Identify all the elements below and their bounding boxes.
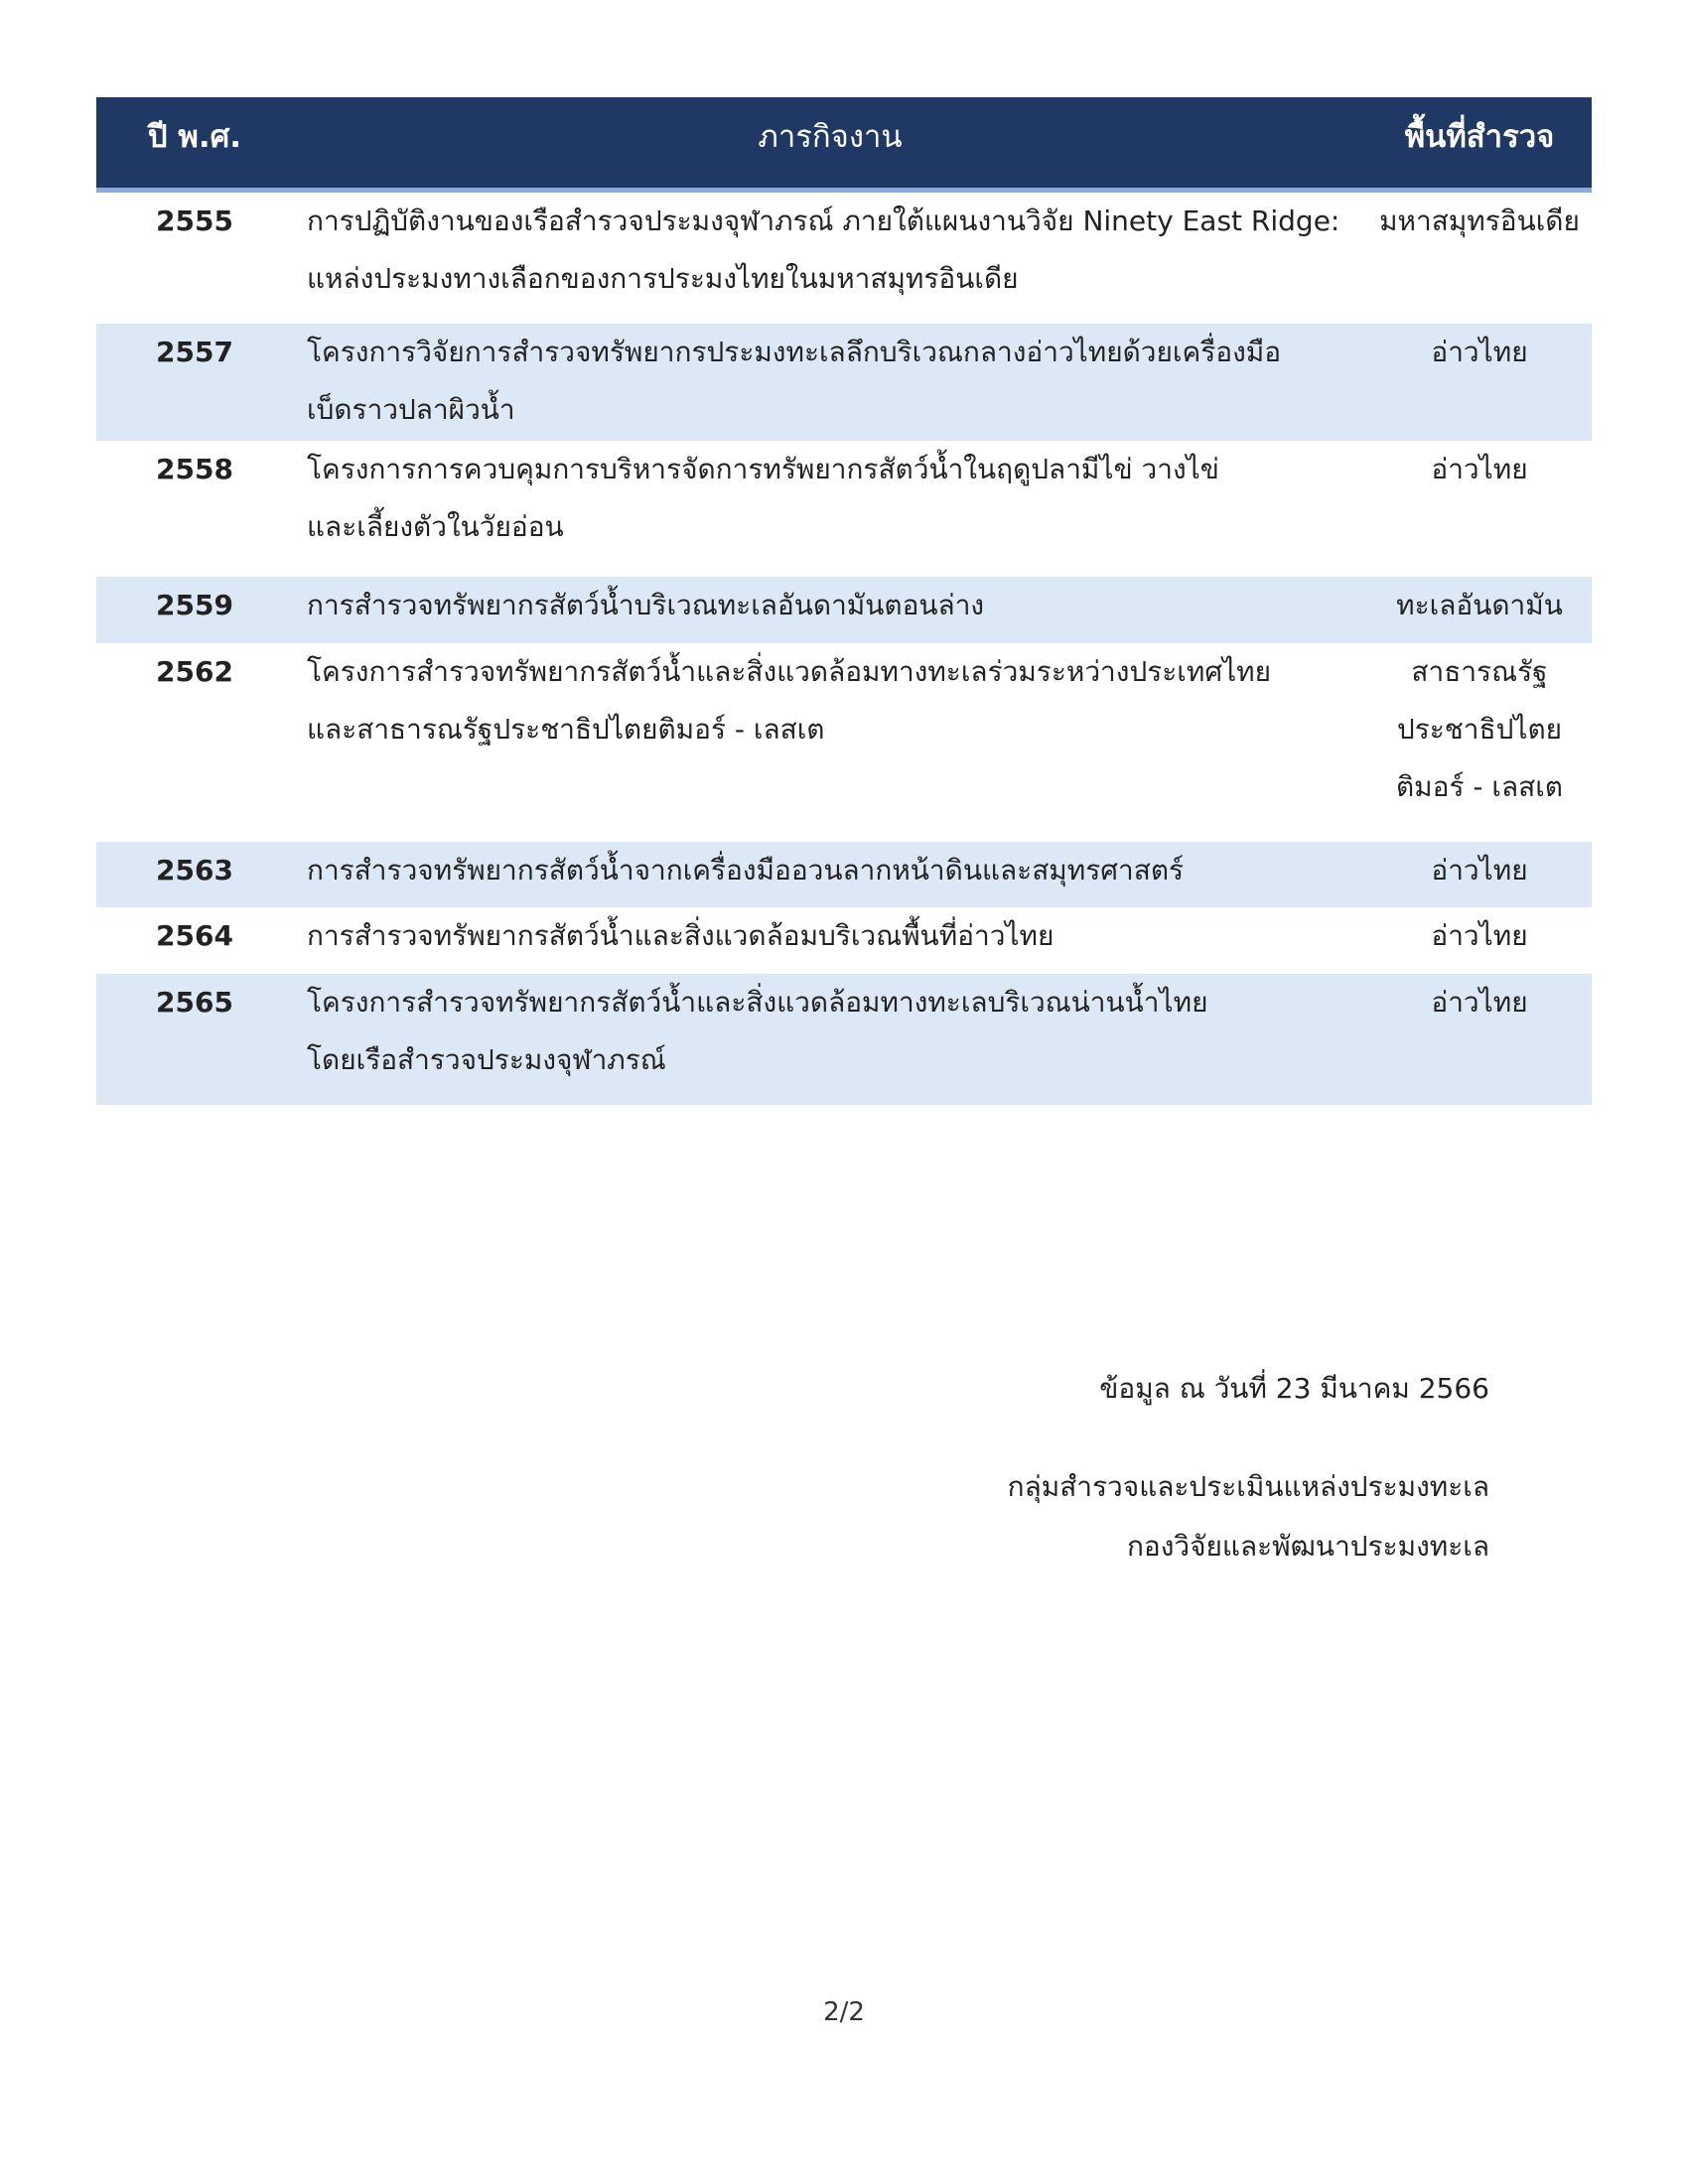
task-line: การสำรวจทรัพยากรสัตว์น้ำจากเครื่องมืออวนลากหน้าดินและสมุทรศาสตร์	[307, 854, 1185, 887]
area-line: ติมอร์ - เลสเต	[1396, 770, 1563, 803]
area-line: ทะเลอันดามัน	[1396, 589, 1563, 621]
cell-area	[1367, 842, 1592, 907]
task-line: โครงการสำรวจทรัพยากรสัตว์น้ำและสิ่งแวดล้อมทางทะเลร่วมระหว่างประเทศไทย	[307, 655, 1272, 688]
cell-year: 2565	[156, 986, 233, 1019]
header-task: ภารกิจงาน	[758, 119, 903, 155]
task-line: การสำรวจทรัพยากรสัตว์น้ำบริเวณทะเลอันดามันตอนล่าง	[307, 589, 985, 621]
task-line: โครงการสำรวจทรัพยากรสัตว์น้ำและสิ่งแวดล้อมทางทะเลบริเวณน่านน้ำไทย	[307, 986, 1208, 1019]
task-line: และสาธารณรัฐประชาธิปไตยติมอร์ - เลสเต	[307, 713, 825, 746]
cell-area	[1367, 974, 1592, 1105]
cell-area	[1367, 324, 1592, 441]
cell-area	[1367, 907, 1592, 974]
cell-year: 2557	[156, 336, 233, 368]
table-row	[96, 842, 1592, 907]
area-line: สาธารณรัฐ	[1411, 655, 1548, 688]
table-header	[96, 97, 1592, 193]
table-row	[96, 907, 1592, 974]
table-row	[96, 643, 1592, 842]
cell-task	[293, 907, 1367, 974]
cell-area	[1367, 643, 1592, 842]
header-area: พื้นที่สำรวจ	[1404, 119, 1555, 155]
table-row	[96, 974, 1592, 1105]
table-row	[96, 193, 1592, 324]
cell-task	[293, 577, 1367, 643]
task-line: โครงการการควบคุมการบริหารจัดการทรัพยากรสัตว์น้ำในฤดูปลามีไข่ วางไข่	[307, 453, 1219, 485]
cell-task	[293, 193, 1367, 324]
area-line: อ่าวไทย	[1431, 919, 1528, 952]
cell-task	[293, 974, 1367, 1105]
table-row	[96, 324, 1592, 441]
cell-year: 2555	[156, 205, 233, 237]
footer-group: กลุ่มสำรวจและประเมินแหล่งประมงทะเล	[1007, 1470, 1489, 1503]
task-line: โดยเรือสำรวจประมงจุฬาภรณ์	[307, 1043, 666, 1076]
task-line: การสำรวจทรัพยากรสัตว์น้ำและสิ่งแวดล้อมบริเวณพื้นที่อ่าวไทย	[307, 919, 1055, 952]
task-line: เบ็ดราวปลาผิวน้ำ	[307, 393, 515, 426]
date-note: ข้อมูล ณ วันที่ 23 มีนาคม 2566	[1099, 1372, 1489, 1405]
page-number: 2/2	[823, 1997, 865, 2027]
cell-area	[1367, 193, 1592, 324]
cell-year: 2563	[156, 854, 233, 887]
cell-task	[293, 643, 1367, 842]
cell-year: 2558	[156, 453, 233, 485]
cell-task	[293, 441, 1367, 577]
cell-task	[293, 842, 1367, 907]
cell-task	[293, 324, 1367, 441]
cell-year: 2562	[156, 655, 233, 688]
task-line: โครงการวิจัยการสำรวจทรัพยากรประมงทะเลลึกบริเวณกลางอ่าวไทยด้วยเครื่องมือ	[307, 336, 1282, 368]
header-year: ปี พ.ศ.	[147, 119, 242, 155]
footer-division: กองวิจัยและพัฒนาประมงทะเล	[1126, 1530, 1489, 1563]
area-line: มหาสมุทรอินเดีย	[1379, 205, 1580, 237]
area-line: ประชาธิปไตย	[1396, 713, 1563, 746]
area-line: อ่าวไทย	[1431, 854, 1528, 887]
cell-area	[1367, 441, 1592, 577]
cell-area	[1367, 577, 1592, 643]
area-line: อ่าวไทย	[1431, 336, 1528, 368]
cell-year: 2564	[156, 919, 233, 952]
task-line: และเลี้ยงตัวในวัยอ่อน	[307, 510, 564, 543]
area-line: อ่าวไทย	[1431, 453, 1528, 485]
task-line: การปฏิบัติงานของเรือสำรวจประมงจุฬาภรณ์ ภายใต้แผนงานวิจัย Ninety East Ridge:	[307, 205, 1340, 237]
table-row	[96, 441, 1592, 577]
table-row	[96, 577, 1592, 643]
area-line: อ่าวไทย	[1431, 986, 1528, 1019]
cell-year: 2559	[156, 589, 233, 621]
task-line: แหล่งประมงทางเลือกของการประมงไทยในมหาสมุทรอินเดีย	[307, 262, 1019, 295]
survey-table	[96, 97, 1592, 1105]
